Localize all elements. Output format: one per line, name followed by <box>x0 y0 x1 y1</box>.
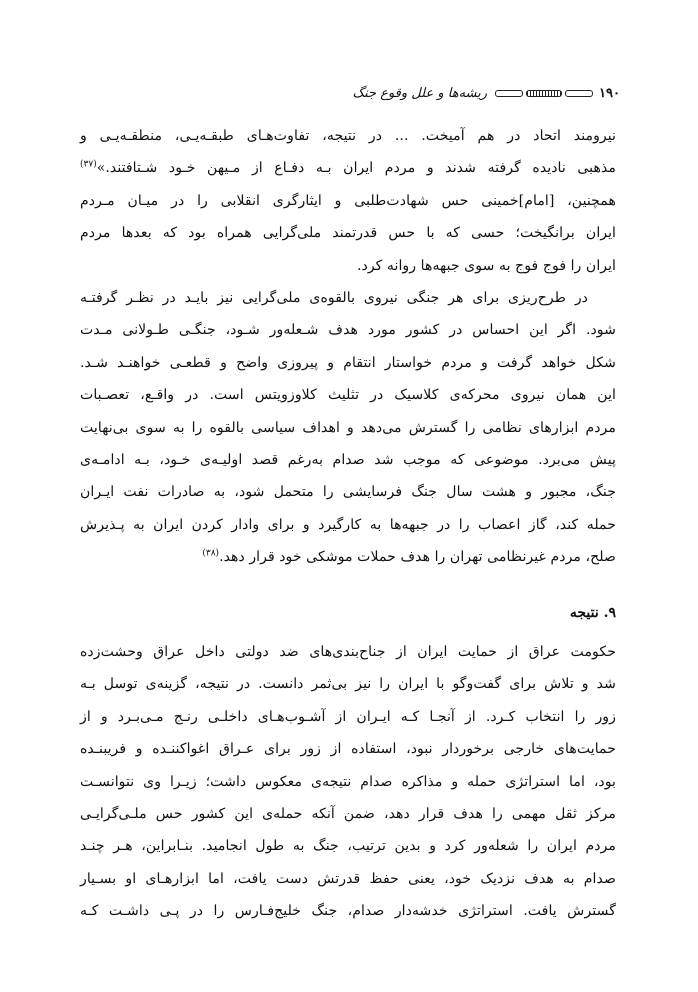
text-line: ایران را فوج فوج به سوی جبهه‌ها روانه کرد. <box>357 257 616 274</box>
text-line: مردم ایران را شعله‌ور کرد و بدین ترتیب، جنگ به طول انجامید. بنـابراین، هـر چنـد <box>80 838 616 855</box>
text-line: صدام به هدف نزدیک خود، یعنی حفظ قدرتش دست یافت، اما ابزارهـای او بسـیار <box>80 870 616 887</box>
text-line: مردم ابزارهای نظامی را گسترش می‌دهد و اهداف سیاسی بالقوه را به سوی بی‌نهایت <box>80 419 616 436</box>
paragraph <box>80 282 616 574</box>
paragraph <box>80 120 616 282</box>
running-title: ریشه‌ها و علل وقوع جنگ <box>352 85 488 101</box>
page-header <box>100 82 620 104</box>
text-line: زور را انتخاب کـرد. از آنجـا کـه ایـران از آشـوب‌هـای داخلـی رنـج مـی‌بـرد و از <box>80 708 616 725</box>
body-text-top <box>80 120 616 574</box>
text-line: پیش می‌برد. موضوعی که موجب شد صدام به‌رغم قصد اولیـه‌ی خـود، بـه ادامـه‌ی <box>80 452 616 469</box>
header-ornament <box>565 90 593 97</box>
footnote-marker: (۳۷) <box>80 159 97 170</box>
text-line: شکل خواهد گرفت و مردم خواستار انتقام و پیروزی واضح و قطعـی خواهنـد شـد. <box>80 354 616 371</box>
text-line: مذهبی نادیده گرفته شدند و مردم ایران بـه دفـاع از مـیهن خـود شـتافتند.»$^{(۳۷)}$ <box>80 159 616 177</box>
page-number: ۱۹۰ <box>599 85 620 101</box>
text-line: این همان نیروی محرکه‌ی کلاسیک در تثلیث کلاوزویتس است. در واقـع، تعصـبات <box>80 387 616 404</box>
text-line: ایران برانگیخت؛ حسی که با حس قدرتمند ملی‌گرایی همراه بود که بعدها مردم <box>80 225 616 242</box>
header-ornament <box>526 90 562 97</box>
text-line: نیرومند اتحاد در هم آمیخت. ... در نتیجه، تفاوت‌هـای طبقـه‌یـی، منطقـه‌یـی و <box>80 128 616 144</box>
section-heading: ۹. نتیجه <box>569 605 616 621</box>
text-line: حمله کند، گاز اعصاب را در جبهه‌ها به کارگیرد و برای وادار کردن ایران به پـذیرش <box>80 516 616 533</box>
text-line: شود. اگر این احساس در کشور مورد هدف شـعله‌ور شـود، جنگـی طـولانی مـدت <box>80 322 616 339</box>
text-line: بود، اما استراتژی حمله و مذاکره صدام نتیجه‌ی معکوس داشت؛ زیـرا وی نتوانسـت <box>80 773 616 790</box>
text-line: حمایت‌های خارجی برخوردار نبود، استفاده از زور برای عـراق اغواکننـده و فریبنـده <box>80 741 616 758</box>
text-line: گسترش یافت. استراتژی خدشه‌دار صدام، جنگ خلیج‌فـارس را در پـی داشـت کـه <box>80 903 616 920</box>
header-ornament <box>495 90 523 97</box>
text-line: مرکز ثقل مهمی را هدف قرار دهد، ضمن آنکه حمله‌ی این کشور حس ملـی‌گرایـی <box>80 806 616 823</box>
text-line: حکومت عراق از حمایت ایران از جناح‌بندی‌های ضد دولتی داخل عراق وحشت‌زده <box>80 644 616 660</box>
text-line: شد و تلاش برای گفت‌وگو با ایران را نیز بی‌ثمر دانست. در نتیجه، گزینه‌ی توسل بـه <box>80 676 616 693</box>
body-text-bottom <box>80 636 616 928</box>
text-line: در طرح‌ریزی برای هر جنگی نیروی بالقوه‌ی ملی‌گرایی نیز بایـد در نظـر گرفتـه <box>80 290 588 307</box>
text-line: جنگ، مجبور و هشت سال جنگ فرسایشی را متحمل شود، به صادرات نفت ایـران <box>80 484 616 501</box>
text-line: صلح، مردم غیرنظامی تهران را هدف حملات موشکی خود قرار دهد.$^{(۳۸)}$ <box>202 548 616 566</box>
paragraph <box>80 636 616 928</box>
text-line: همچنین، [امام]خمینی حس شهادت‌طلبی و ایثارگری انقلابی را در میـان مـردم <box>80 192 616 209</box>
footnote-marker: (۳۸) <box>202 548 220 559</box>
